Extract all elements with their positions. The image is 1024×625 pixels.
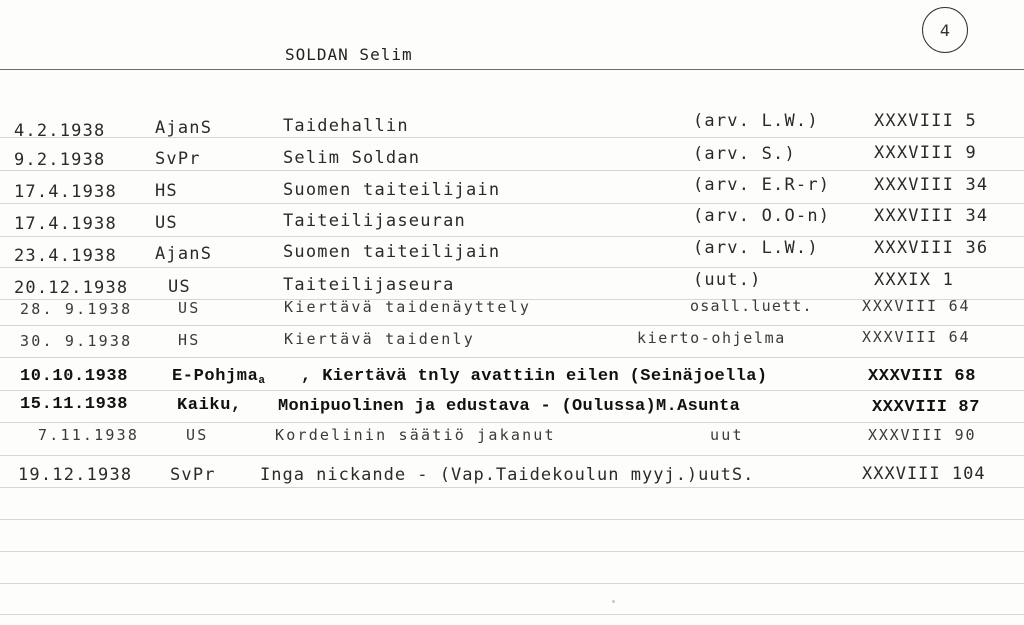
entry-ref: XXXVIII 64: [862, 297, 971, 315]
ruled-line: [0, 357, 1024, 358]
entry-note: (arv. L.W.): [693, 111, 819, 131]
ruled-line: [0, 551, 1024, 552]
entry-source: AjanS: [155, 118, 213, 138]
entry-text: Kordelinin säätiö jakanut: [275, 426, 556, 444]
card-title: SOLDAN Selim: [285, 45, 413, 64]
entry-text: Inga nickande - (Vap.Taidekoulun myyj.)uutS.: [260, 465, 755, 485]
entry-note: (arv. O.O-n): [693, 206, 831, 226]
entry-source-sub: a: [258, 375, 266, 387]
entry-ref: XXXVIII 87: [872, 398, 981, 417]
entry-date: 7.11.1938: [38, 426, 140, 444]
entry-source: HS: [178, 331, 201, 349]
entry-ref: XXXVIII 34: [874, 175, 989, 195]
entry-note: (uut.): [693, 270, 762, 290]
entry-date: 10.10.1938: [20, 367, 129, 386]
entry-date: 15.11.1938: [20, 395, 129, 414]
entry-text: Kiertävä taidenly: [284, 330, 475, 348]
entry-note: uut: [710, 426, 744, 444]
entry-date: 19.12.1938: [18, 465, 133, 485]
entry-ref: XXXVIII 64: [862, 328, 971, 346]
entry-text: Taiteilijaseuran: [283, 211, 466, 231]
entry-note: kierto-ohjelma: [637, 329, 786, 347]
entry-date: 9.2.1938: [14, 150, 106, 170]
entry-text: Taidehallin: [283, 116, 409, 136]
entry-date: 17.4.1938: [14, 182, 117, 202]
paper-speck: [612, 600, 615, 603]
entry-source: US: [186, 426, 209, 444]
entry-source: US: [155, 213, 178, 233]
entry-note: (arv. E.R-r): [693, 175, 831, 195]
ruled-line: [0, 583, 1024, 584]
card-number: 4: [939, 20, 951, 40]
entry-source: [172, 368, 266, 385]
entry-source: US: [178, 299, 201, 317]
card-number-circle: [922, 7, 968, 53]
entry-text: Kiertävä taidenäyttely: [284, 298, 532, 316]
ruled-line: [0, 170, 1024, 171]
entry-ref: XXXVIII 5: [874, 111, 977, 131]
ruled-line: [0, 455, 1024, 456]
ruled-line: [0, 236, 1024, 237]
ruled-line: [0, 614, 1024, 615]
entry-source: SvPr: [170, 465, 216, 485]
entry-text: , Kiertävä tnly avattiin eilen (Seinäjoella): [301, 367, 768, 386]
entry-text: Suomen taiteilijain: [283, 180, 501, 200]
entry-ref: XXXVIII 90: [868, 426, 977, 444]
entry-date: 30. 9.1938: [20, 332, 133, 350]
ruled-line: [0, 519, 1024, 520]
entry-date: 20.12.1938: [14, 278, 129, 298]
entry-source: Kaiku,: [177, 396, 242, 415]
entry-text: Suomen taiteilijain: [283, 242, 501, 262]
ruled-line: [0, 137, 1024, 138]
entry-source-main: E-Pohjma: [172, 367, 259, 386]
entry-note: (arv. S.): [693, 144, 796, 164]
entry-source: HS: [155, 181, 178, 201]
entry-ref: XXXIX 1: [874, 270, 955, 290]
entry-ref: XXXVIII 9: [874, 143, 977, 163]
header-rule: [0, 69, 1024, 70]
entry-text: Taiteilijaseura: [283, 275, 455, 295]
entry-note: osall.luett.: [690, 297, 813, 315]
entry-ref: XXXVIII 104: [862, 464, 986, 484]
ruled-line: [0, 325, 1024, 326]
entry-text: Selim Soldan: [283, 148, 421, 168]
entry-note: (arv. L.W.): [693, 238, 819, 258]
entry-date: 17.4.1938: [14, 214, 117, 234]
ruled-line: [0, 422, 1024, 423]
ruled-line: [0, 267, 1024, 268]
entry-date: 23.4.1938: [14, 246, 117, 266]
entry-ref: XXXVIII 36: [874, 238, 989, 258]
entry-ref: XXXVIII 34: [874, 206, 989, 226]
entry-source: SvPr: [155, 149, 201, 169]
ruled-line: [0, 203, 1024, 204]
entry-source: AjanS: [155, 244, 213, 264]
entry-date: 4.2.1938: [14, 121, 106, 141]
entry-source: US: [168, 277, 191, 297]
ruled-line: [0, 487, 1024, 488]
ruled-line: [0, 390, 1024, 391]
entry-text: Monipuolinen ja edustava - (Oulussa)M.Asunta: [278, 397, 741, 416]
entry-ref: XXXVIII 68: [868, 367, 977, 386]
entry-date: 28. 9.1938: [20, 300, 133, 318]
